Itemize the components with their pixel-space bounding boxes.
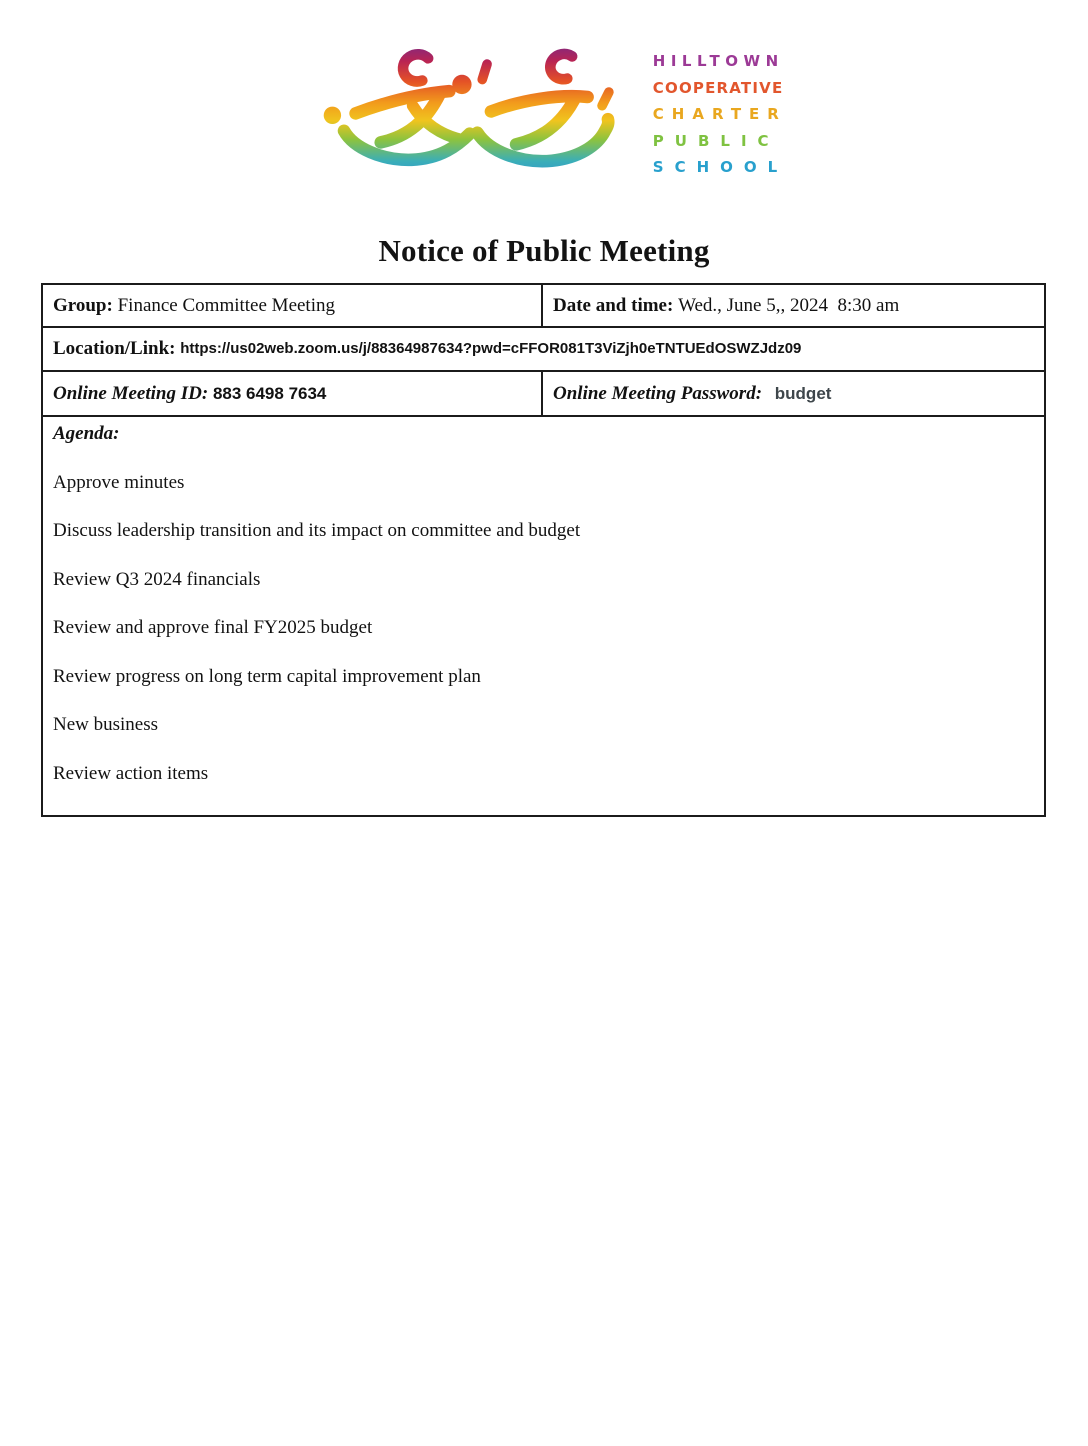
school-name-line: PUBLIC — [652, 131, 780, 150]
agenda-item: Review Q3 2024 financials — [53, 568, 261, 590]
group-label: Group: — [53, 294, 118, 316]
school-name-line: COOPERATIVE — [652, 78, 784, 97]
table-row — [42, 327, 1045, 371]
school-name-line: HILLTOWN — [652, 52, 784, 70]
meeting-id-value: 883 6498 7634 — [212, 383, 327, 403]
datetime-label: Date and time: — [553, 294, 679, 316]
datetime-cell — [542, 284, 1045, 327]
meeting-id-cell — [42, 371, 542, 416]
agenda-item: Review progress on long term capital improvement plan — [53, 665, 481, 687]
table-row — [42, 416, 1045, 816]
school-name — [653, 38, 788, 181]
agenda-item: Review action items — [53, 762, 209, 784]
school-logo — [12, 38, 1088, 183]
agenda-item: Discuss leadership transition and its impact on committee and budget — [53, 520, 581, 541]
datetime-value: Wed., June 5,, 2024 8:30 am — [678, 294, 900, 316]
table-row — [42, 371, 1045, 416]
school-name-line: CHARTER — [652, 105, 787, 123]
group-cell — [42, 284, 542, 327]
dancing-figures-icon — [312, 38, 637, 183]
group-value: Finance Committee Meeting — [117, 294, 335, 316]
page-title: Notice of Public Meeting — [378, 233, 710, 268]
password-cell — [542, 371, 1045, 416]
agenda-item: New business — [53, 714, 159, 735]
password-label: Online Meeting Password: — [553, 382, 767, 404]
location-cell — [42, 327, 1045, 371]
meeting-link[interactable]: https://us02web.zoom.us/j/88364987634?pwd=cFFOR081T3ViZjh0eTNTUEdOSWZJdz09 — [180, 340, 802, 357]
agenda-item: Review and approve final FY2025 budget — [53, 617, 373, 638]
agenda-cell — [42, 416, 1045, 816]
location-label: Location/Link: — [53, 338, 181, 359]
table-row — [42, 284, 1045, 327]
school-name-line: SCHOOL — [652, 158, 789, 176]
meeting-id-label: Online Meeting ID: — [53, 382, 213, 404]
meeting-notice-table — [41, 283, 1046, 817]
password-value: budget — [774, 383, 832, 403]
agenda-item: Approve minutes — [53, 471, 185, 493]
agenda-label: Agenda: — [53, 423, 120, 444]
